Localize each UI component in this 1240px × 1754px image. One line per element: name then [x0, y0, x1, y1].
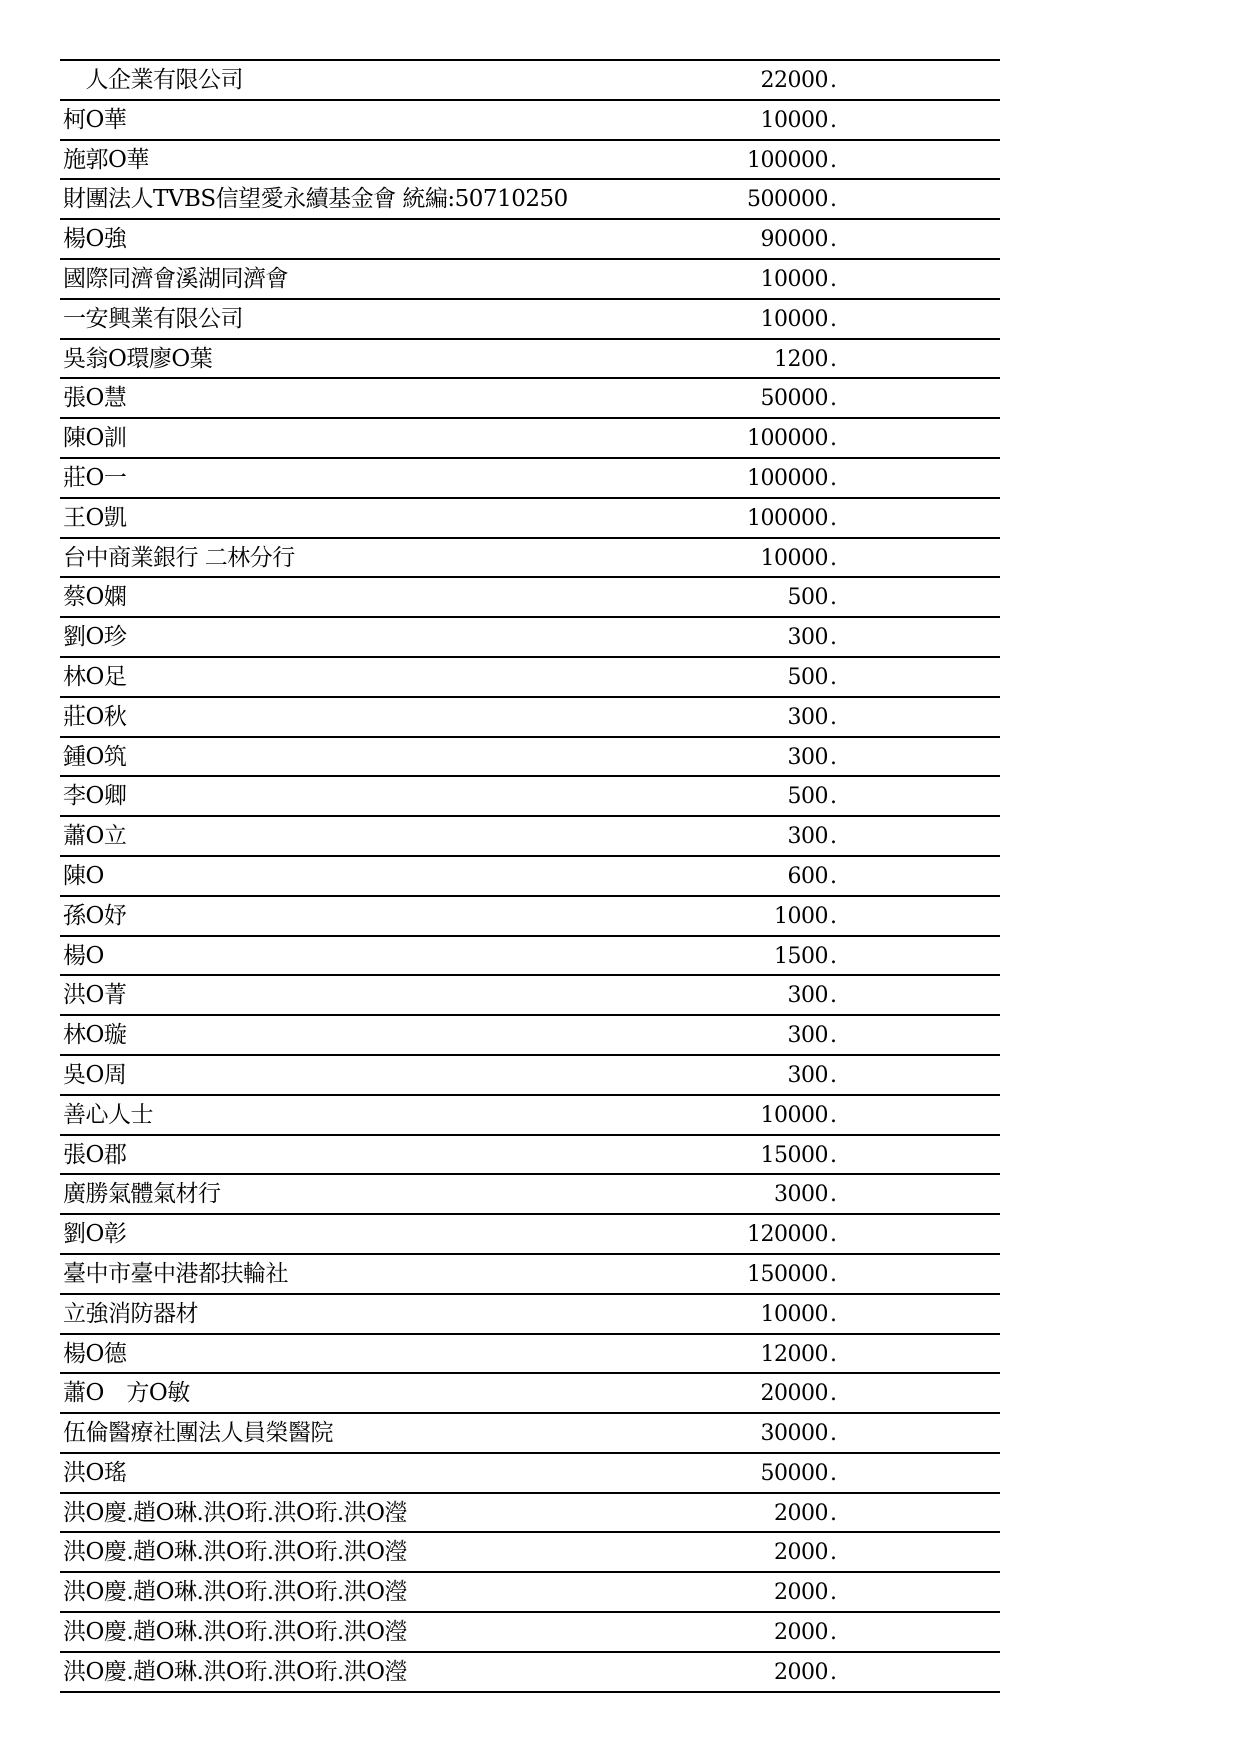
amount-period-mark: . — [830, 306, 837, 332]
donor-name: 莊O秋 — [63, 703, 127, 730]
donation-amount: 10000 — [760, 306, 828, 332]
donor-name: 蔡O嫻 — [63, 584, 127, 611]
amount-period-mark: . — [830, 943, 837, 969]
ledger-row — [60, 1056, 1000, 1096]
amount-period-mark: . — [830, 863, 837, 889]
donation-amount: 100000 — [747, 147, 828, 173]
ledger-row — [60, 180, 1000, 220]
ledger-row — [60, 1374, 1000, 1414]
donor-name: 楊O強 — [63, 226, 127, 253]
amount-period-mark: . — [830, 227, 837, 253]
amount-period-mark: . — [830, 1540, 837, 1566]
donor-name: 柯O華 — [63, 106, 127, 133]
ledger-row — [60, 379, 1000, 419]
donation-amount: 1200 — [774, 346, 828, 372]
donation-amount: 300 — [787, 1023, 828, 1049]
amount-period-mark: . — [830, 1341, 837, 1367]
amount-period-mark: . — [830, 784, 837, 810]
donation-amount: 100000 — [747, 505, 828, 531]
donor-name: 李O卿 — [63, 783, 127, 810]
amount-period-mark: . — [830, 625, 837, 651]
ledger-row — [60, 1533, 1000, 1573]
donation-amount: 500000 — [747, 187, 828, 213]
ledger-row — [60, 260, 1000, 300]
donor-name: 施郭O華 — [63, 146, 149, 173]
donor-name: 洪O慶.趙O琳.洪O珩.洪O珩.洪O瀅 — [63, 1658, 408, 1685]
amount-period-mark: . — [830, 664, 837, 690]
ledger-row — [60, 1573, 1000, 1613]
ledger-row — [60, 738, 1000, 778]
ledger-row — [60, 1295, 1000, 1335]
donation-amount: 22000 — [760, 68, 828, 93]
ledger-row — [60, 1175, 1000, 1215]
ledger-row — [60, 1454, 1000, 1494]
donor-name: 劉O彰 — [63, 1221, 127, 1248]
donor-name: 孫O妤 — [63, 902, 127, 929]
donor-name: 國際同濟會溪湖同濟會 — [63, 265, 288, 292]
ledger-row — [60, 1613, 1000, 1653]
ledger-row — [60, 459, 1000, 499]
ledger-row — [60, 817, 1000, 857]
ledger-row — [60, 499, 1000, 539]
ledger-row — [60, 419, 1000, 459]
amount-period-mark: . — [830, 903, 837, 929]
donor-name: 台中商業銀行 二林分行 — [63, 544, 295, 571]
donor-name: 立強消防器材 — [63, 1300, 198, 1327]
ledger-row — [60, 1136, 1000, 1176]
donation-amount: 120000 — [747, 1222, 828, 1248]
ledger-row — [60, 1255, 1000, 1295]
amount-period-mark: . — [830, 1142, 837, 1168]
donation-amount: 50000 — [760, 1460, 828, 1486]
ledger-row — [60, 1494, 1000, 1534]
amount-period-mark: . — [830, 107, 837, 133]
donation-amount: 100000 — [747, 465, 828, 491]
donor-name: 張O郡 — [63, 1141, 127, 1168]
amount-period-mark: . — [830, 147, 837, 173]
donation-amount: 300 — [787, 704, 828, 730]
amount-period-mark: . — [830, 704, 837, 730]
donor-name: 善心人士 — [63, 1101, 153, 1128]
amount-period-mark: . — [830, 465, 837, 491]
ledger-row — [60, 1215, 1000, 1255]
donor-name: 陳O — [63, 862, 104, 889]
donor-name: 蕭O 方O敏 — [63, 1380, 190, 1407]
donor-name: 楊O德 — [63, 1340, 127, 1367]
donation-ledger-table — [60, 59, 1000, 1693]
ledger-row — [60, 857, 1000, 897]
ledger-row — [60, 1414, 1000, 1454]
ledger-row — [60, 578, 1000, 618]
amount-period-mark: . — [830, 1620, 837, 1646]
donation-amount: 300 — [787, 1062, 828, 1088]
donation-amount: 300 — [787, 625, 828, 651]
donation-amount: 300 — [787, 824, 828, 850]
amount-period-mark: . — [830, 1261, 837, 1287]
donation-amount: 500 — [787, 664, 828, 690]
amount-period-mark: . — [830, 386, 837, 412]
amount-period-mark: . — [830, 1301, 837, 1327]
ledger-row — [60, 618, 1000, 658]
donation-amount: 15000 — [760, 1142, 828, 1168]
donation-amount: 90000 — [760, 227, 828, 253]
donation-amount: 2000 — [774, 1620, 828, 1646]
donor-name: 劉O珍 — [63, 624, 127, 651]
ledger-row — [60, 539, 1000, 579]
donor-name: 洪O慶.趙O琳.洪O珩.洪O珩.洪O瀅 — [63, 1539, 408, 1566]
ledger-row — [60, 1653, 1000, 1693]
amount-period-mark: . — [830, 1381, 837, 1407]
amount-period-mark: . — [830, 505, 837, 531]
donation-amount: 10000 — [760, 266, 828, 292]
donation-amount: 50000 — [760, 386, 828, 412]
donor-name: 吳翁O環廖O葉 — [63, 345, 213, 372]
donor-name: 王O凱 — [63, 504, 127, 531]
donation-amount: 3000 — [774, 1182, 828, 1208]
donation-amount: 2000 — [774, 1659, 828, 1685]
amount-period-mark: . — [830, 1659, 837, 1685]
ledger-row — [60, 777, 1000, 817]
donor-name: 陳O訓 — [63, 425, 127, 452]
donor-name: 臺中市臺中港都扶輪社 — [63, 1260, 288, 1287]
amount-period-mark: . — [830, 1182, 837, 1208]
ledger-row — [60, 340, 1000, 380]
donor-name: 林O足 — [63, 663, 127, 690]
donor-name: 伍倫醫療社團法人員榮醫院 — [63, 1420, 333, 1447]
amount-period-mark: . — [830, 1222, 837, 1248]
ledger-row — [60, 101, 1000, 141]
donor-name: 吳O周 — [63, 1061, 127, 1088]
donation-amount: 1500 — [774, 943, 828, 969]
ledger-row — [60, 1335, 1000, 1375]
donor-name: 洪O慶.趙O琳.洪O珩.洪O珩.洪O瀅 — [63, 1579, 408, 1606]
donor-name: 莊O一 — [63, 464, 127, 491]
amount-period-mark: . — [830, 266, 837, 292]
donor-name: 楊O — [63, 942, 104, 969]
donor-name: 鍾O筑 — [63, 743, 127, 770]
amount-period-mark: . — [830, 585, 837, 611]
ledger-row — [60, 698, 1000, 738]
donor-name: 張O慧 — [63, 385, 127, 412]
donor-name: 洪O慶.趙O琳.洪O珩.洪O珩.洪O瀅 — [63, 1499, 408, 1526]
amount-period-mark: . — [830, 545, 837, 571]
donation-amount: 500 — [787, 585, 828, 611]
amount-period-mark: . — [830, 187, 837, 213]
donor-name: 一安興業有限公司 — [63, 305, 243, 332]
amount-period-mark: . — [830, 1062, 837, 1088]
donation-amount: 100000 — [747, 426, 828, 452]
donation-amount: 1000 — [774, 903, 828, 929]
amount-period-mark: . — [830, 346, 837, 372]
amount-period-mark: . — [830, 68, 837, 93]
donation-amount: 300 — [787, 744, 828, 770]
amount-period-mark: . — [830, 1023, 837, 1049]
amount-period-mark: . — [830, 824, 837, 850]
donor-name: 廣勝氣體氣材行 — [63, 1181, 221, 1208]
ledger-row — [60, 300, 1000, 340]
donor-name: 林O璇 — [63, 1022, 127, 1049]
donation-amount: 500 — [787, 784, 828, 810]
donor-name: 洪O慶.趙O琳.洪O珩.洪O珩.洪O瀅 — [63, 1619, 408, 1646]
amount-period-mark: . — [830, 1421, 837, 1447]
ledger-row — [60, 937, 1000, 977]
donation-amount: 12000 — [760, 1341, 828, 1367]
donation-amount: 300 — [787, 983, 828, 1009]
donation-amount: 20000 — [760, 1381, 828, 1407]
ledger-row — [60, 141, 1000, 181]
donation-amount: 2000 — [774, 1540, 828, 1566]
ledger-row — [60, 1096, 1000, 1136]
donation-amount: 10000 — [760, 1301, 828, 1327]
donor-name: 洪O菁 — [63, 982, 127, 1009]
amount-period-mark: . — [830, 744, 837, 770]
donor-name: 洪O瑤 — [63, 1459, 127, 1486]
ledger-row — [60, 976, 1000, 1016]
ledger-row — [60, 61, 1000, 101]
ledger-row — [60, 220, 1000, 260]
donation-ledger-page — [60, 59, 1000, 1693]
donation-amount: 30000 — [760, 1421, 828, 1447]
donation-amount: 2000 — [774, 1500, 828, 1526]
donation-amount: 2000 — [774, 1580, 828, 1606]
amount-period-mark: . — [830, 1460, 837, 1486]
amount-period-mark: . — [830, 426, 837, 452]
amount-period-mark: . — [830, 983, 837, 1009]
donor-name: 財團法人TVBS信望愛永續基金會 統編:50710250 — [63, 186, 568, 213]
donation-amount: 150000 — [747, 1261, 828, 1287]
donation-amount: 600 — [787, 863, 828, 889]
donation-amount: 10000 — [760, 545, 828, 571]
amount-period-mark: . — [830, 1580, 837, 1606]
donation-amount: 10000 — [760, 1102, 828, 1128]
amount-period-mark: . — [830, 1102, 837, 1128]
ledger-row — [60, 1016, 1000, 1056]
ledger-row — [60, 658, 1000, 698]
ledger-row — [60, 897, 1000, 937]
donation-amount: 10000 — [760, 107, 828, 133]
donor-name: 人企業有限公司 — [63, 67, 243, 93]
amount-period-mark: . — [830, 1500, 837, 1526]
donor-name: 蕭O立 — [63, 823, 127, 850]
